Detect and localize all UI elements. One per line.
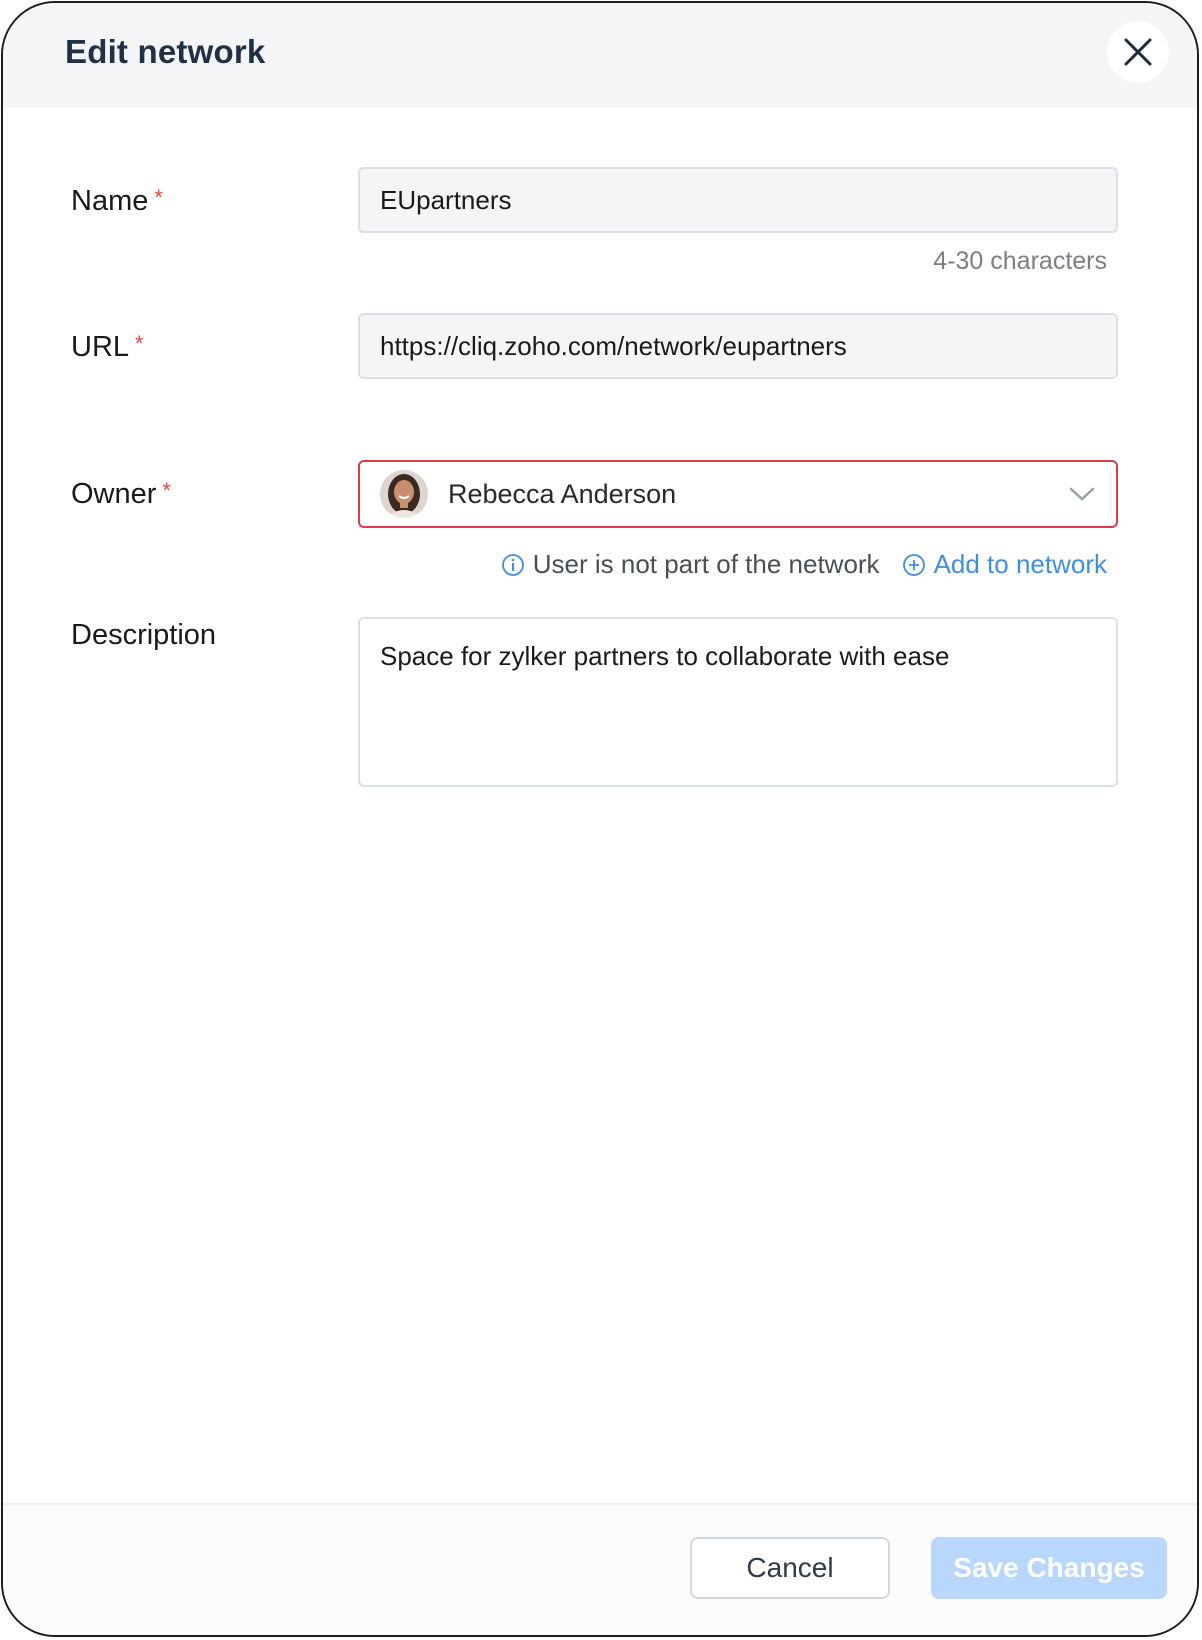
dialog-title: Edit network [65,33,266,70]
required-mark: * [135,331,144,356]
dialog-header [3,3,1197,107]
required-mark: * [154,185,163,210]
name-input[interactable]: EUpartners [358,167,1118,233]
owner-warning: User is not part of the network [532,549,880,579]
owner-label: Owner * [71,478,171,510]
description-label: Description [71,619,217,651]
close-button[interactable] [1107,21,1169,83]
description-textarea[interactable]: Space for zylker partners to collaborate with ease [358,617,1118,787]
cancel-button[interactable]: Cancel [690,1537,890,1599]
url-label: URL * [71,331,144,363]
name-label: Name * [71,185,163,217]
dialog-footer [3,1503,1197,1635]
info-icon [501,553,525,577]
close-icon [1123,37,1153,67]
name-length-hint: 4-30 characters [933,247,1107,275]
edit-network-dialog [1,1,1199,1637]
owner-help-row [501,549,1107,580]
url-input[interactable]: https://cliq.zoho.com/network/eupartners [358,313,1118,379]
add-to-network-link[interactable]: Add to network [902,549,1107,580]
required-mark: * [162,478,171,503]
save-changes-button[interactable]: Save Changes [931,1537,1167,1599]
chevron-down-icon [1068,485,1096,503]
owner-select[interactable] [358,460,1118,528]
plus-circle-icon [902,553,926,577]
avatar [380,470,428,518]
owner-name: Rebecca Anderson [448,478,677,509]
